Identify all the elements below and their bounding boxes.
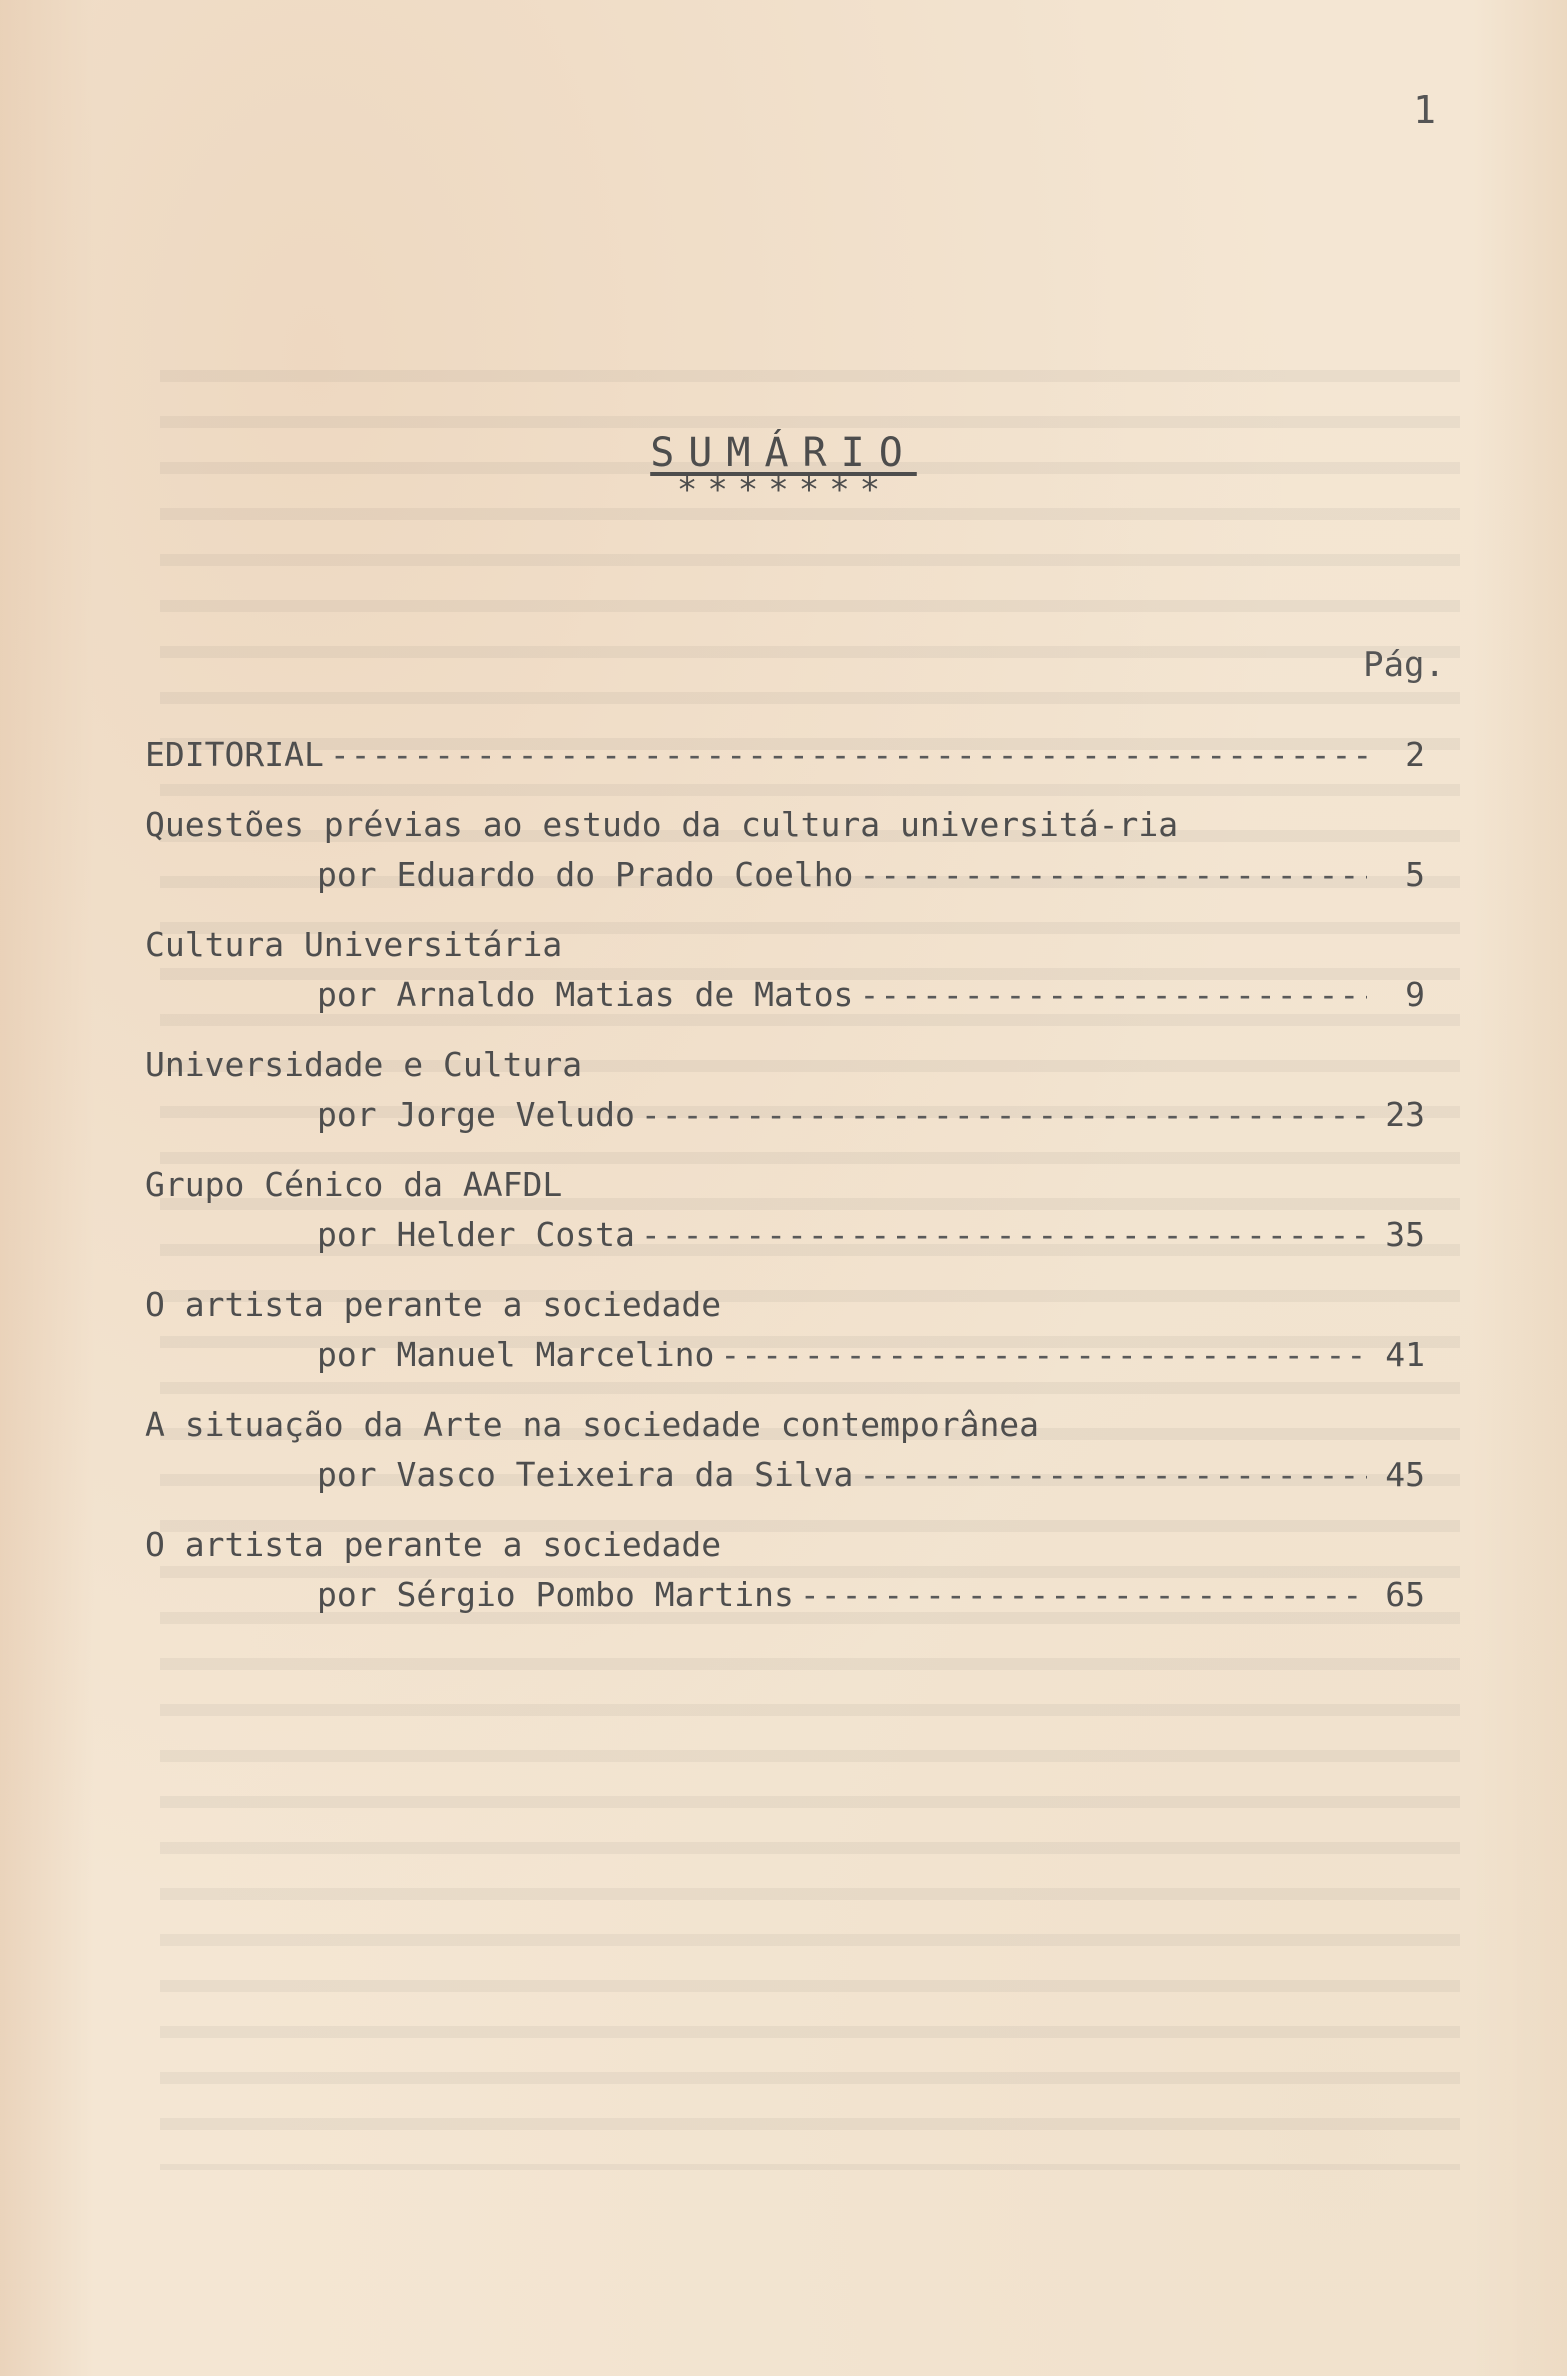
dot-leader [330, 730, 1367, 780]
toc-entry-title: A situação da Arte na sociedade contemporânea [145, 1405, 1040, 1444]
toc-entry-title: Questões prévias ao estudo da cultura universitá-ria [145, 805, 1179, 844]
dot-leader [800, 1570, 1367, 1620]
table-of-contents [145, 730, 1425, 1640]
page-column-label: Pág. [1363, 645, 1445, 685]
toc-entry-author: por Manuel Marcelino [317, 1335, 715, 1374]
toc-entry [145, 730, 1425, 780]
toc-entry-page: 5 [1405, 855, 1425, 894]
toc-entry-page: 65 [1385, 1575, 1425, 1614]
dot-leader [859, 970, 1367, 1020]
toc-entry-title: O artista perante a sociedade [145, 1285, 722, 1324]
toc-entry-page: 35 [1385, 1215, 1425, 1254]
toc-entry [145, 1040, 1425, 1140]
toc-entry-title: Universidade e Cultura [145, 1045, 583, 1084]
toc-entry-page: 23 [1385, 1095, 1425, 1134]
title-asterisk-underline: ******* [676, 470, 891, 510]
toc-entry-page: 2 [1405, 735, 1425, 774]
toc-entry-title: Grupo Cénico da AAFDL [145, 1165, 563, 1204]
toc-entry-author: por Vasco Teixeira da Silva [317, 1455, 854, 1494]
toc-entry [145, 1160, 1425, 1260]
toc-entry [145, 1520, 1425, 1620]
page-number: 1 [1413, 88, 1436, 132]
toc-entry-author: por Jorge Veludo [317, 1095, 635, 1134]
dot-leader [720, 1330, 1367, 1380]
dot-leader [641, 1090, 1367, 1140]
toc-entry-page: 41 [1385, 1335, 1425, 1374]
dot-leader [641, 1210, 1367, 1260]
toc-entry-author: por Helder Costa [317, 1215, 635, 1254]
toc-entry-author: por Sérgio Pombo Martins [317, 1575, 794, 1614]
toc-entry-title: O artista perante a sociedade [145, 1525, 722, 1564]
toc-entry-author: por Eduardo do Prado Coelho [317, 855, 854, 894]
toc-entry [145, 800, 1425, 900]
dot-leader [859, 850, 1367, 900]
toc-entry-page: 9 [1405, 975, 1425, 1014]
toc-entry-title: EDITORIAL [145, 735, 324, 774]
toc-entry-author: por Arnaldo Matias de Matos [317, 975, 854, 1014]
toc-entry [145, 1280, 1425, 1380]
toc-entry [145, 920, 1425, 1020]
page-title: SUMÁRIO [650, 430, 917, 476]
dot-leader [859, 1450, 1367, 1500]
toc-entry-title: Cultura Universitária [145, 925, 563, 964]
toc-entry-page: 45 [1385, 1455, 1425, 1494]
toc-entry [145, 1400, 1425, 1500]
